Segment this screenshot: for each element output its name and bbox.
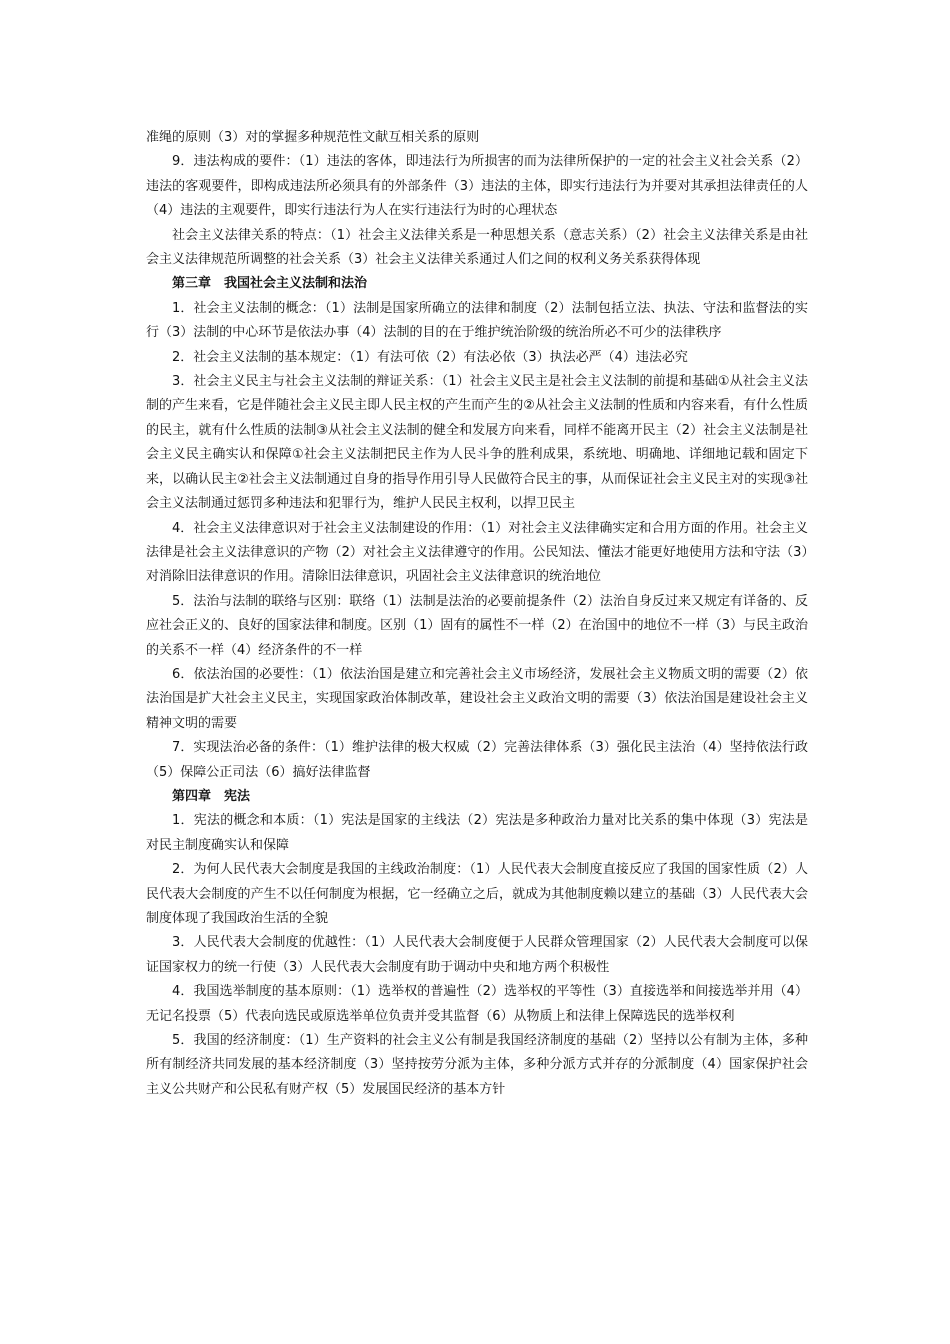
paragraph-economic-system: 5．我国的经济制度：（1）生产资料的社会主义公有制是我国经济制度的基础（2）坚持以公有制为主体，多种所有制经济共同发展的基本经济制度（3）坚持按劳分派为主体，多种分派方式并存的分派制度（4）国家保护社会主义公共财产和公民私有财产权（5）发展国民经济的基本方针 (146, 1033, 808, 1097)
paragraph-necessity-of-rule-of-law: 6．依法治国的必要性：（1）依法治国是建立和完善社会主义市场经济，发展社会主义物质文明的需要（2）依法治国是扩大社会主义民主，实现国家政治体制改革，建设社会主义政治文明的需要（3）依法治国是建设社会主义精神文明的需要 (146, 666, 808, 731)
document-page (146, 126, 808, 1102)
paragraph-democracy-legal-system: 3．社会主义民主与社会主义法制的辩证关系：（1）社会主义民主是社会主义法制的前提和基础①从社会主义法制的产生来看，它是伴随社会主义民主即人民主权的产生而产生的②从社会主义法制的性质和内容来看，有什么性质的民主，就有什么性质的法制③从社会主义法制的健全和发展方向来看，同样不能离开民主（2）社会主义法制是社会主义民主确实认和保障①社会主义法制把民主作为人民斗争的胜利成果，系统地、明确地、详细地记载和固定下来，以确认民主②社会主义法制通过自身的指导作用引导人民做符合民主的事，从而保证社会主义民主对的实现③社会主义法制通过惩罚多种违法和犯罪行为，维护人民民主权利，以捍卫民主 (146, 374, 808, 512)
paragraph-legal-consciousness: 4．社会主义法律意识对于社会主义法制建设的作用：（1）对社会主义法律确实定和合用方面的作用。社会主义法律是社会主义法律意识的产物（2）对社会主义法律遵守的作用。公民知法、懂法才能更好地使用方法和守法（3）对消除旧法律意识的作用。清除旧法律意识，巩固社会主义法律意识的统治地位 (146, 520, 808, 585)
paragraph-legal-system-concept: 1．社会主义法制的概念：（1）法制是国家所确立的法律和制度（2）法制包括立法、执法、守法和监督法的实行（3）法制的中心环节是依法办事（4）法制的目的在于维护统治阶级的统治所必不可少的法律秩序 (146, 300, 808, 341)
chapter-4-heading: 第四章 宪法 (172, 788, 251, 804)
paragraph-violation-elements: 9．违法构成的要件：（1）违法的客体，即违法行为所损害的而为法律所保护的一定的社会主义社会关系（2）违法的客观要件，即构成违法所必须具有的外部条件（3）违法的主体，即实行违法行为并要对其承担法律责任的人（4）违法的主观要件，即实行违法行为人在实行违法行为时的心理状态 (146, 154, 808, 219)
chapter-3-heading: 第三章 我国社会主义法制和法治 (172, 276, 368, 292)
paragraph-continuation: 准绳的原则（3）对的掌握多种规范性文献互相关系的原则 (146, 130, 480, 145)
paragraph-legal-system-requirements: 2．社会主义法制的基本规定：（1）有法可依（2）有法必依（3）执法必严（4）违法必究 (172, 349, 688, 365)
paragraph-peoples-congress-advantages: 3．人民代表大会制度的优越性：（1）人民代表大会制度便于人民群众管理国家（2）人民代表大会制度可以保证国家权力的统一行使（3）人民代表大会制度有助于调动中央和地方两个积极性 (146, 935, 808, 975)
paragraph-rule-of-law-vs-legal-system: 5．法治与法制的联络与区别：联络（1）法制是法治的必要前提条件（2）法治自身反过来又规定有详备的、反应社会正义的、良好的国家法律和制度。区别（1）固有的属性不一样（2）在治国中的地位不一样（3）与民主政治的关系不一样（4）经济条件的不一样 (146, 593, 808, 658)
paragraph-constitution-concept: 1．宪法的概念和本质：（1）宪法是国家的主线法（2）宪法是多种政治力量对比关系的集中体现（3）宪法是对民主制度确实认和保障 (146, 813, 808, 853)
paragraph-conditions-of-rule-of-law: 7．实现法治必备的条件：（1）维护法律的极大权威（2）完善法律体系（3）强化民主法治（4）坚持依法行政（5）保障公正司法（6）搞好法律监督 (146, 740, 808, 780)
paragraph-peoples-congress-fundamental: 2．为何人民代表大会制度是我国的主线政治制度：（1）人民代表大会制度直接反应了我国的国家性质（2）人民代表大会制度的产生不以任何制度为根据，它一经确立之后，就成为其他制度赖以建立的基础（3）人民代表大会制度体现了我国政治生活的全貌 (146, 862, 808, 926)
paragraph-legal-relation-features: 社会主义法律关系的特点：（1）社会主义法律关系是一种思想关系（意志关系）（2）社会主义法律关系是由社会主义法律规范所调整的社会关系（3）社会主义法律关系通过人们之间的权利义务关系获得体现 (146, 227, 808, 268)
paragraph-election-principles: 4．我国选举制度的基本原则：（1）选举权的普遍性（2）选举权的平等性（3）直接选举和间接选举并用（4）无记名投票（5）代表向选民或原选举单位负责并受其监督（6）从物质上和法律上保障选民的选举权利 (146, 984, 808, 1024)
